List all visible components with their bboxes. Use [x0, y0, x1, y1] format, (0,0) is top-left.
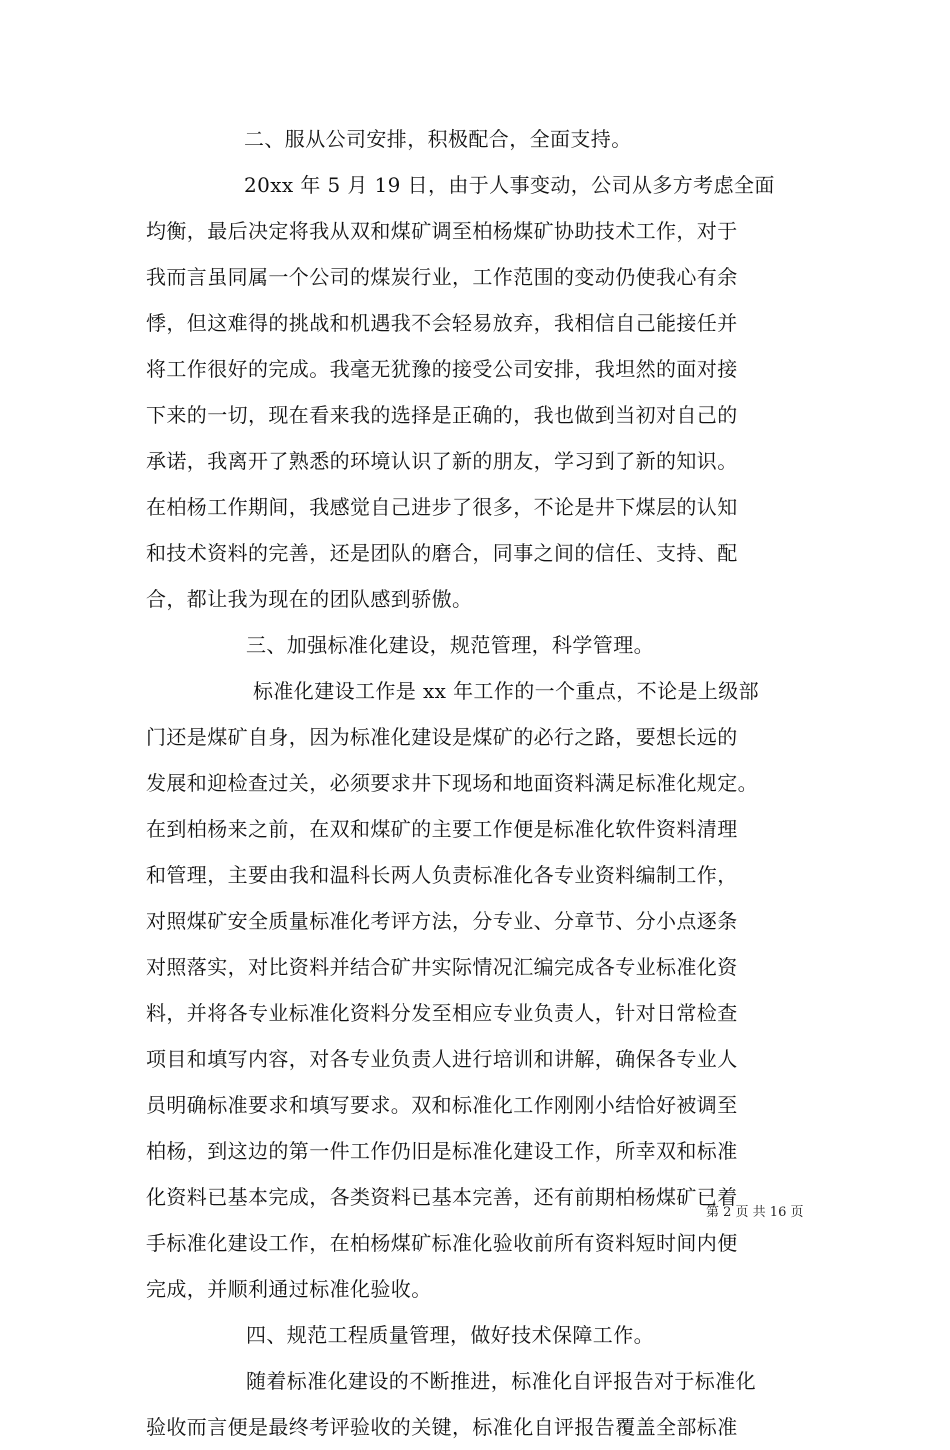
paragraph-line: 将工作很好的完成。我毫无犹豫的接受公司安排，我坦然的面对接: [146, 357, 738, 381]
paragraph-line: 对照落实，对比资料并结合矿井实际情况汇编完成各专业标准化资: [146, 955, 738, 979]
paragraph-line: 承诺，我离开了熟悉的环境认识了新的朋友，学习到了新的知识。: [146, 449, 738, 473]
paragraph-line: 对照煤矿安全质量标准化考评方法，分专业、分章节、分小点逐条: [146, 909, 738, 933]
paragraph-line: 手标准化建设工作，在柏杨煤矿标准化验收前所有资料短时间内便: [146, 1231, 738, 1255]
section-heading-2: 二、服从公司安排，积极配合，全面支持。: [244, 127, 632, 151]
paragraph-line: 20xx 年 5 月 19 日，由于人事变动，公司从多方考虑全面: [244, 173, 775, 197]
paragraph-line: 和技术资料的完善，还是团队的磨合，同事之间的信任、支持、配: [146, 541, 738, 565]
paragraph-line: 悸，但这难得的挑战和机遇我不会轻易放弃，我相信自己能接任并: [146, 311, 738, 335]
paragraph-line: 项目和填写内容，对各专业负责人进行培训和讲解，确保各专业人: [146, 1047, 738, 1071]
paragraph-line: 门还是煤矿自身，因为标准化建设是煤矿的必行之路，要想长远的: [146, 725, 738, 749]
paragraph-line: 员明确标准要求和填写要求。双和标准化工作刚刚小结恰好被调至: [146, 1093, 738, 1117]
paragraph-line: 在到柏杨来之前，在双和煤矿的主要工作便是标准化软件资料清理: [146, 817, 738, 841]
section-heading-4: 四、规范工程质量管理，做好技术保障工作。: [246, 1323, 654, 1347]
paragraph-line: 完成，并顺利通过标准化验收。: [146, 1277, 432, 1301]
paragraph-line: 验收而言便是最终考评验收的关键，标准化自评报告覆盖全部标准: [146, 1415, 738, 1439]
paragraph-line: 料，并将各专业标准化资料分发至相应专业负责人，针对日常检查: [146, 1001, 738, 1025]
paragraph-line: 在柏杨工作期间，我感觉自己进步了很多，不论是井下煤层的认知: [146, 495, 738, 519]
paragraph-line: 柏杨，到这边的第一件工作仍旧是标准化建设工作，所幸双和标准: [146, 1139, 738, 1163]
section-heading-3: 三、加强标准化建设，规范管理，科学管理。: [246, 633, 654, 657]
paragraph-line: 我而言虽同属一个公司的煤炭行业，工作范围的变动仍使我心有余: [146, 265, 738, 289]
paragraph-line: 随着标准化建设的不断推进，标准化自评报告对于标准化: [246, 1369, 756, 1393]
paragraph-line: 发展和迎检查过关，必须要求井下现场和地面资料满足标准化规定。: [146, 771, 758, 795]
document-body: [146, 116, 810, 1450]
paragraph-line: 化资料已基本完成，各类资料已基本完善，还有前期柏杨煤矿已着: [146, 1185, 738, 1209]
page-number-footer: 第 2 页 共 16 页: [706, 1205, 804, 1220]
paragraph-line: 合，都让我为现在的团队感到骄傲。: [146, 587, 473, 611]
paragraph-line: 均衡，最后决定将我从双和煤矿调至柏杨煤矿协助技术工作，对于: [146, 219, 738, 243]
paragraph-line: 下来的一切，现在看来我的选择是正确的，我也做到当初对自己的: [146, 403, 738, 427]
paragraph-line: 和管理，主要由我和温科长两人负责标准化各专业资料编制工作，: [146, 863, 738, 887]
paragraph-line: 标准化建设工作是 xx 年工作的一个重点，不论是上级部: [253, 679, 760, 703]
